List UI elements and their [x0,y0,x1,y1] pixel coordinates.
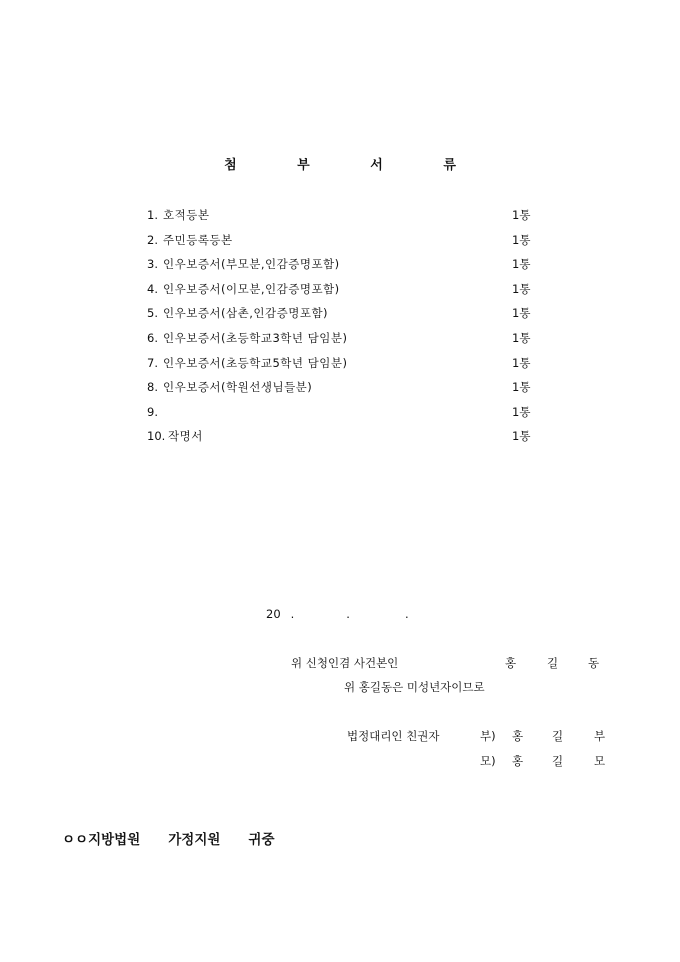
father-name-char: 부 [594,729,606,743]
item-quantity: 1통 [512,404,531,419]
applicant-name-char: 길 [547,656,559,670]
item-number: 5. [147,306,158,321]
date-line [266,607,409,621]
minor-note: 위 홍길동은 미성년자이므로 [344,680,485,694]
item-name: 주민등록등본 [163,232,233,247]
item-name: 인우보증서(부모분,인감증명포함) [163,257,340,272]
item-number: 6. [147,330,158,345]
item-quantity: 1통 [512,380,531,395]
mother-name-char: 모 [594,754,606,768]
item-number: 9. [147,404,158,419]
item-quantity: 1통 [512,355,531,370]
attachment-list [147,206,537,452]
item-name: 호적등본 [163,208,210,222]
list-item [147,378,537,403]
list-item [147,231,537,256]
list-item [147,206,537,231]
item-name: 인우보증서(학원선생님들분) [163,380,313,395]
item-number: 4. [147,281,158,296]
item-quantity: 1통 [512,306,531,321]
item-number: 3. [147,257,158,272]
item-quantity: 1통 [512,429,531,444]
item-number: 10. [147,429,166,444]
list-item [147,304,537,329]
mother-label: 모) [480,754,496,768]
item-name: 인우보증서(초등학교3학년 담임분) [163,330,348,345]
honorific: 귀중 [248,832,275,848]
item-name: 인우보증서(삼촌,인감증명포함) [163,306,329,321]
date-dot: . [404,607,409,621]
list-item [147,354,537,379]
list-item [147,280,537,305]
document-title: 첨 부 서 류 [224,158,484,173]
father-label: 부) [480,729,496,743]
applicant-role: 위 신청인겸 사건본인 [291,656,399,670]
list-item [147,255,537,280]
addressee-line [62,828,275,848]
item-quantity: 1통 [512,330,531,345]
item-name: 인우보증서(초등학교5학년 담임분) [163,355,348,370]
item-quantity: 1통 [512,257,531,272]
list-item [147,403,537,428]
list-item [147,329,537,354]
mother-name-char: 홍 [512,754,524,768]
item-quantity: 1통 [512,232,531,247]
court-branch: 가정지원 [168,832,221,848]
item-name: 작명서 [168,429,203,444]
item-name: 인우보증서(이모분,인감증명포함) [163,281,340,296]
item-number: 2. [147,232,158,247]
item-number: 7. [147,355,158,370]
father-name-char: 홍 [512,729,524,743]
guardian-role: 법정대리인 친권자 [347,729,440,743]
date-dot: . [346,607,350,621]
item-quantity: 1통 [512,208,531,222]
father-name-char: 길 [552,729,564,743]
list-item [147,427,537,452]
item-number: 1. [147,208,158,222]
item-number: 8. [147,380,158,395]
mother-name-char: 길 [552,754,564,768]
applicant-name-char: 홍 [505,656,517,670]
item-quantity: 1통 [512,281,531,296]
court-name: ㅇㅇ지방법원 [62,832,141,848]
date-year: 20 [266,607,281,621]
date-dot: . [290,607,295,621]
applicant-name-char: 동 [588,656,600,670]
